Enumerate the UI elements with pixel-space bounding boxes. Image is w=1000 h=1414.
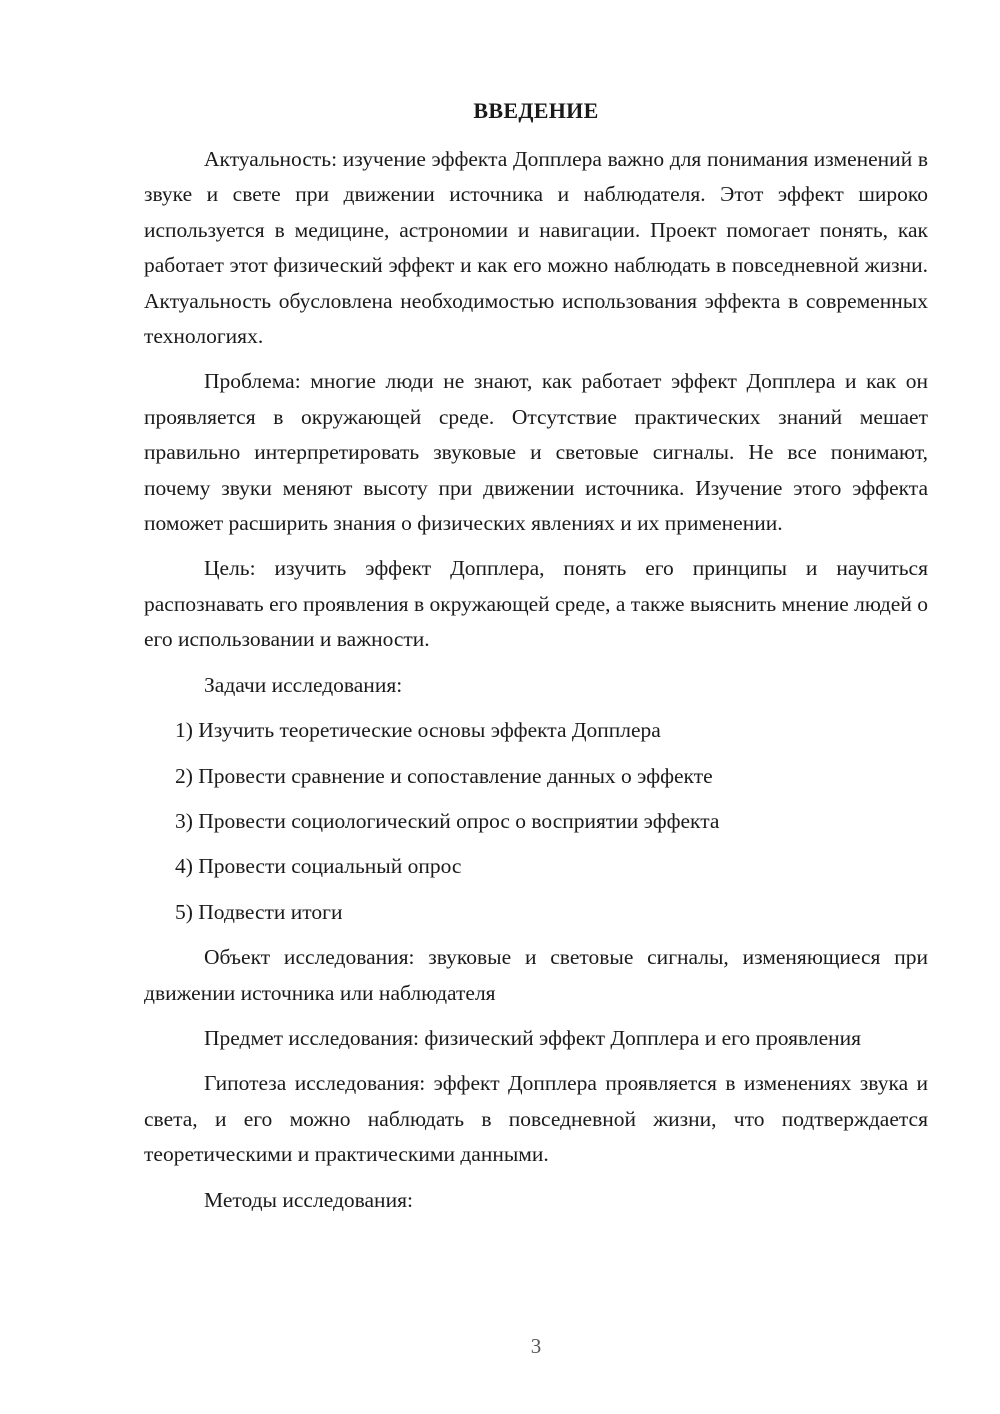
paragraph-problem: Проблема: многие люди не знают, как работает эффект Допплера и как он проявляется в окружающей среде. Отсутствие практических знаний мешает правильно интерпретировать звуковые и световые сигналы. Не все понимают, почему звуки меняют высоту при движении источника. Изучение этого эффекта поможет расширить знания о физических явлениях и их применении. [144, 369, 928, 536]
paragraph-hypothesis: Гипотеза исследования: эффект Допплера проявляется в изменениях звука и света, и его можно наблюдать в повседневной жизни, что подтверждается теоретическими и практическими данными. [144, 1071, 928, 1167]
paragraph-object: Объект исследования: звуковые и световые сигналы, изменяющиеся при движении источника или наблюдателя [144, 945, 928, 1005]
paragraph-methods: Методы исследования: [204, 1187, 413, 1212]
page-title: ВВЕДЕНИЕ [473, 98, 599, 123]
tasks-title: Задачи исследования: [204, 672, 403, 697]
tasks-list [144, 713, 928, 930]
paragraph-subject: Предмет исследования: физический эффект Допплера и его проявления [204, 1025, 862, 1050]
paragraph-goal: Цель: изучить эффект Допплера, понять его принципы и научиться распознавать его проявления в окружающей среде, а также выяснить мнение людей о его использовании и важности. [144, 556, 928, 652]
paragraph-relevance: Актуальность: изучение эффекта Допплера важно для понимания изменений в звуке и свете при движении источника и наблюдателя. Этот эффект широко используется в медицине, астрономии и навигации. Проект помогает понять, как работает этот физический эффект и как его можно наблюдать в повседневной жизни. Актуальность обусловлена необходимостью использования эффекта в современных технологиях. [144, 147, 928, 349]
list-item: 4) Провести социальный опрос [175, 854, 462, 879]
list-item: 1) Изучить теоретические основы эффекта Допплера [175, 718, 661, 743]
list-item: 3) Провести социологический опрос о восприятии эффекта [175, 808, 720, 833]
list-item: 5) Подвести итоги [175, 899, 343, 924]
page-number: 3 [530, 1334, 542, 1358]
list-item: 2) Провести сравнение и сопоставление данных о эффекте [175, 763, 713, 788]
document-page [144, 0, 928, 1414]
document-body [144, 142, 928, 1228]
